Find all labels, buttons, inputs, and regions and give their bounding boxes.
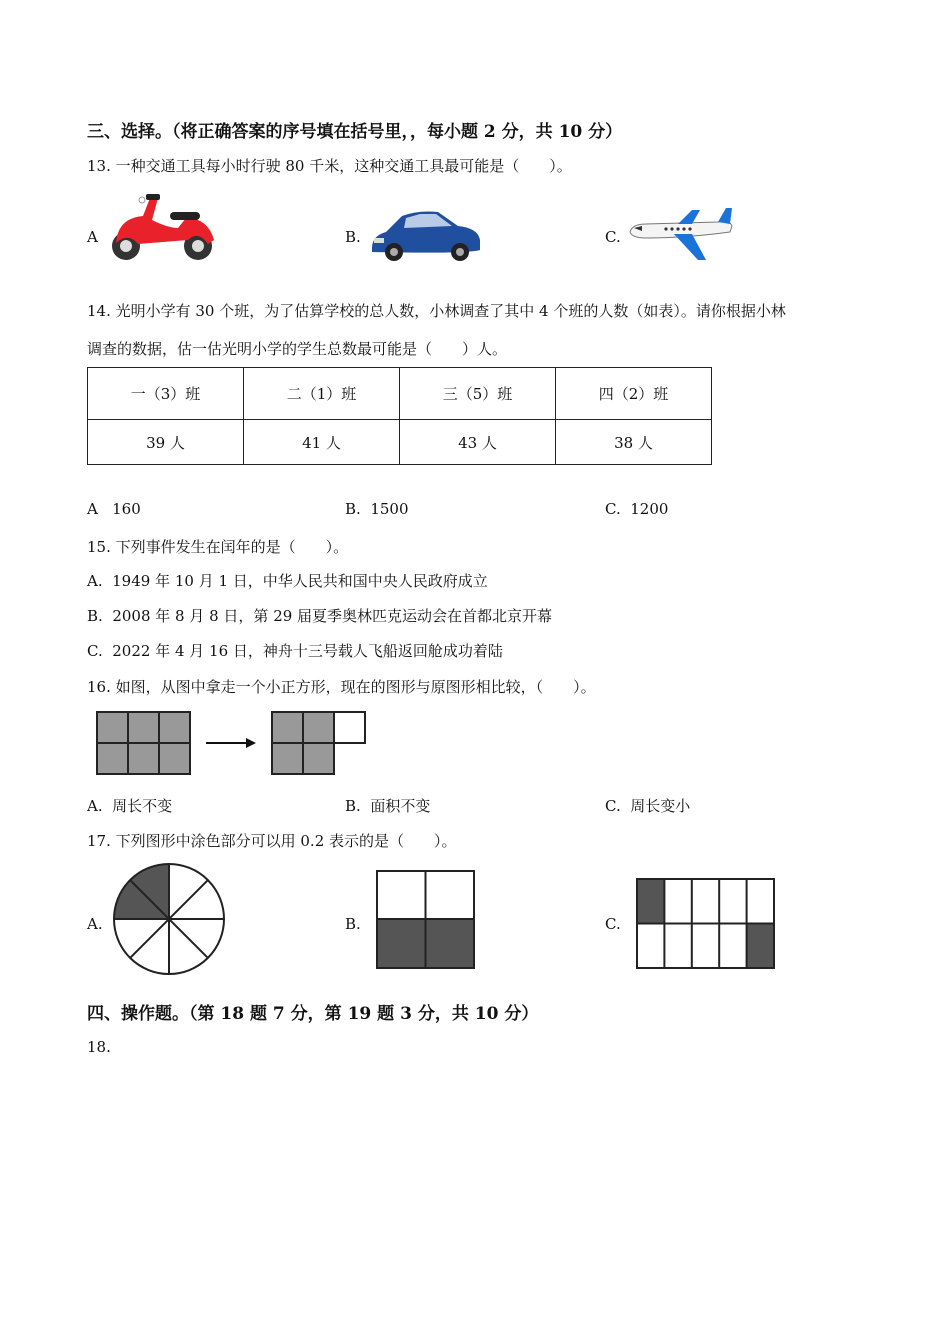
table-value-cell: 39 人 [88,420,244,465]
question-18-text: 18. [87,1038,111,1056]
question-14-line-1: 14. 光明小学有 30 个班，为了估算学校的总人数，小林调查了其中 4 个班的人数（如表）。请你根据小林 [87,302,786,320]
question-16-text: 16. 如图，从图中拿走一个小正方形，现在的图形与原图形相比较，（ ）。 [87,678,596,696]
q15-option-b: B. 2008 年 8 月 8 日，第 29 届夏季奥林匹克运动会在首都北京开幕 [87,607,553,625]
q13-option-a-label: A [87,228,98,246]
table-value-cell: 43 人 [400,420,556,465]
q16-option-a: A. 周长不变 [87,797,173,815]
question-13-text: 13. 一种交通工具每小时行驶 80 千米，这种交通工具最可能是（ ）。 [87,157,572,175]
q14-option-b: B. 1500 [345,500,409,518]
q16-option-b: B. 面积不变 [345,797,431,815]
q13-option-b-label: B. [345,228,361,246]
q14-option-a: A 160 [87,500,141,518]
rectangle-tenths-diagram [636,878,775,969]
question-17-text: 17. 下列图形中涂色部分可以用 0.2 表示的是（ ）。 [87,832,457,850]
q17-option-b-label: B. [345,915,361,933]
q15-option-a: A. 1949 年 10 月 1 日，中华人民共和国中央人民政府成立 [87,572,488,590]
section-4-title: 四、操作题。（第 18 题 7 分，第 19 题 3 分，共 10 分） [87,1004,539,1024]
scooter-icon [108,188,220,266]
table-value-cell: 38 人 [556,420,712,465]
q16-option-c: C. 周长变小 [605,797,691,815]
table-header-cell: 一（3）班 [88,368,244,420]
table-value-cell: 41 人 [244,420,400,465]
q13-option-c-label: C. [605,228,621,246]
airplane-icon [626,206,736,264]
car-icon [368,208,483,264]
table-header-cell: 四（2）班 [556,368,712,420]
section-3-title: 三、选择。（将正确答案的序号填在括号里，，每小题 2 分，共 10 分） [87,122,623,142]
square-quarters-diagram [376,870,475,969]
square-grid-diagram [96,711,368,775]
q15-option-c: C. 2022 年 4 月 16 日，神舟十三号载人飞船返回舱成功着陆 [87,642,503,660]
table-header-cell: 二（1）班 [244,368,400,420]
question-15-text: 15. 下列事件发生在闰年的是（ ）。 [87,538,349,556]
table-header-cell: 三（5）班 [400,368,556,420]
q17-option-c-label: C. [605,915,621,933]
circle-eighths-diagram [112,862,226,976]
question-14-line-2: 调查的数据，估一估光明小学的学生总数最可能是（ ）人。 [87,340,508,358]
class-count-table [87,367,712,465]
q14-option-c: C. 1200 [605,500,669,518]
q17-option-a-label: A. [87,915,103,933]
